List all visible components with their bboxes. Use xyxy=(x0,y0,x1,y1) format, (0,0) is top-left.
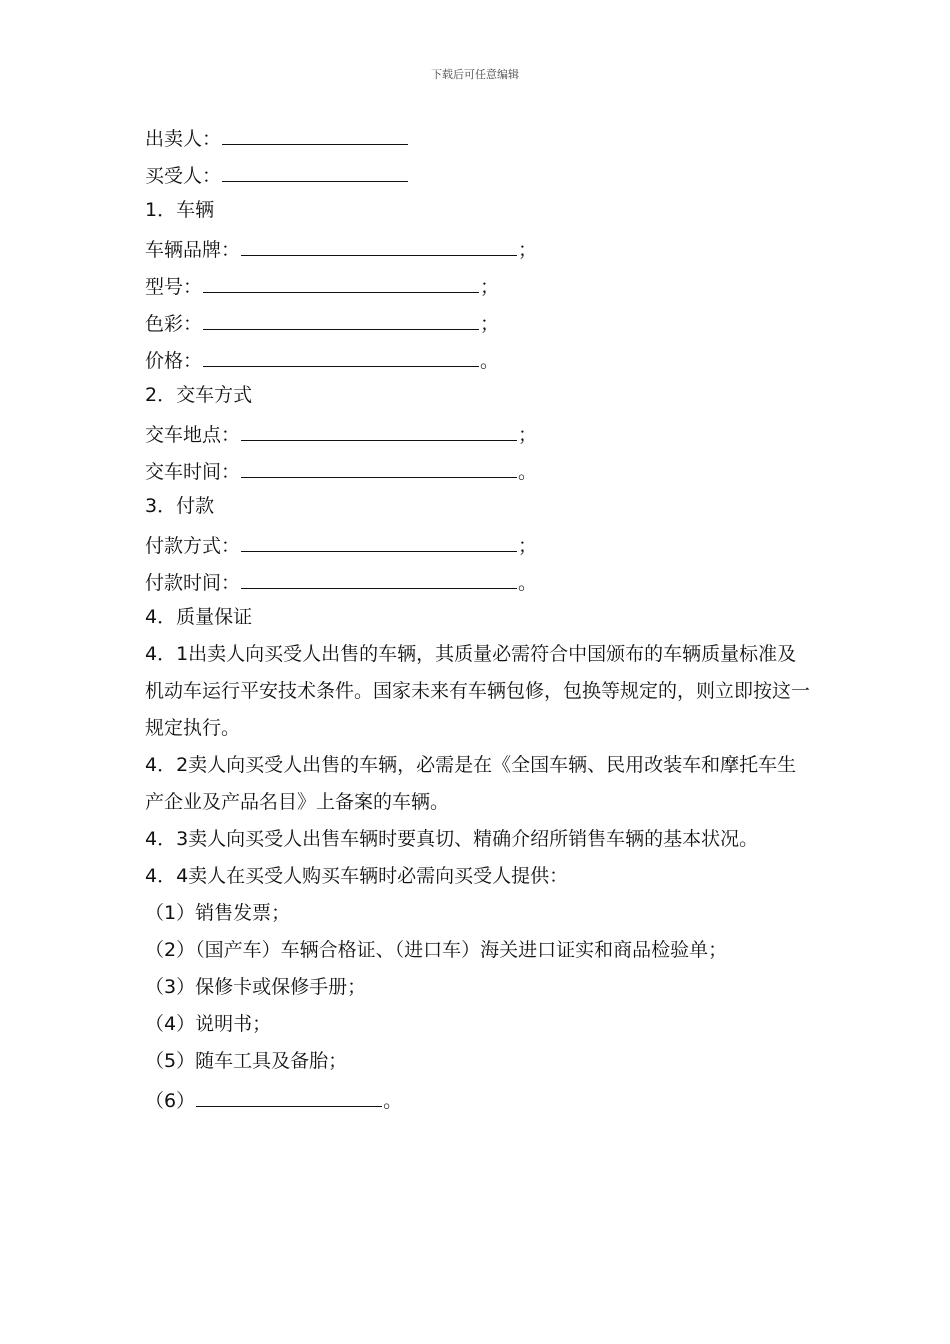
clause-4-4: 4．4卖人在买受人购买车辆时必需向买受人提供： xyxy=(145,865,569,887)
pay-time-punct: 。 xyxy=(518,572,538,594)
price-punct: 。 xyxy=(480,350,500,372)
delivery-place-line xyxy=(145,414,815,451)
buyer-label: 买受人： xyxy=(145,165,222,187)
section-4-heading: 4．质量保证 xyxy=(145,606,253,628)
brand-label: 车辆品牌： xyxy=(145,239,241,261)
buyer-line xyxy=(145,155,815,192)
item6-label: （6） xyxy=(145,1090,196,1112)
delivery-time-line xyxy=(145,451,815,488)
brand-line xyxy=(145,229,815,266)
price-blank[interactable] xyxy=(203,340,479,367)
list-item-2: （2）（国产车）车辆合格证、（进口车）海关进口证实和商品检验单； xyxy=(145,939,728,961)
list-item-3: （3）保修卡或保修手册； xyxy=(145,976,367,998)
delivery-place-blank[interactable] xyxy=(241,414,517,441)
color-blank[interactable] xyxy=(203,303,479,330)
delivery-time-label: 交车时间： xyxy=(145,461,241,483)
price-line xyxy=(145,340,815,377)
clause-4-1: 4．1出卖人向买受人出售的车辆，其质量必需符合中国颁布的车辆质量标准及机动车运行平安技术条件。国家未来有车辆包修，包换等规定的，则立即按这一规定执行。 xyxy=(145,643,811,739)
list-item-5: （5）随车工具及备胎； xyxy=(145,1050,348,1072)
section-2-heading: 2．交车方式 xyxy=(145,384,253,406)
pay-time-label: 付款时间： xyxy=(145,572,241,594)
page-header: 下载后可任意编辑 xyxy=(431,68,519,81)
buyer-blank[interactable] xyxy=(222,155,408,182)
pay-method-line xyxy=(145,525,815,562)
pay-time-blank[interactable] xyxy=(241,562,517,589)
brand-punct: ； xyxy=(518,239,538,261)
model-blank[interactable] xyxy=(203,266,479,293)
section-1-heading: 1．车辆 xyxy=(145,199,215,221)
price-label: 价格： xyxy=(145,350,203,372)
model-label: 型号： xyxy=(145,276,203,298)
color-label: 色彩： xyxy=(145,313,203,335)
delivery-place-label: 交车地点： xyxy=(145,424,241,446)
delivery-time-blank[interactable] xyxy=(241,451,517,478)
section-3-heading: 3．付款 xyxy=(145,495,215,517)
delivery-time-punct: 。 xyxy=(518,461,538,483)
list-item-1: （1）销售发票； xyxy=(145,902,291,924)
clause-4-3: 4．3卖人向买受人出售车辆时要真切、精确介绍所销售车辆的基本状况。 xyxy=(145,828,759,850)
list-item-6 xyxy=(145,1080,815,1117)
seller-blank[interactable] xyxy=(222,118,408,145)
pay-method-punct: ； xyxy=(518,535,538,557)
pay-time-line xyxy=(145,562,815,599)
clause-4-2: 4．2卖人向买受人出售的车辆，必需是在《全国车辆、民用改装车和摩托车生产企业及产品名目》上备案的车辆。 xyxy=(145,754,797,813)
item6-punct: 。 xyxy=(383,1090,403,1112)
brand-blank[interactable] xyxy=(241,229,517,256)
item6-blank[interactable] xyxy=(196,1080,382,1107)
contract-body xyxy=(145,118,815,1117)
list-item-4: （4）说明书； xyxy=(145,1013,272,1035)
color-line xyxy=(145,303,815,340)
color-punct: ； xyxy=(480,313,500,335)
pay-method-blank[interactable] xyxy=(241,525,517,552)
seller-line xyxy=(145,118,815,155)
delivery-place-punct: ； xyxy=(518,424,538,446)
pay-method-label: 付款方式： xyxy=(145,535,241,557)
seller-label: 出卖人： xyxy=(145,128,222,150)
model-punct: ； xyxy=(480,276,500,298)
model-line xyxy=(145,266,815,303)
